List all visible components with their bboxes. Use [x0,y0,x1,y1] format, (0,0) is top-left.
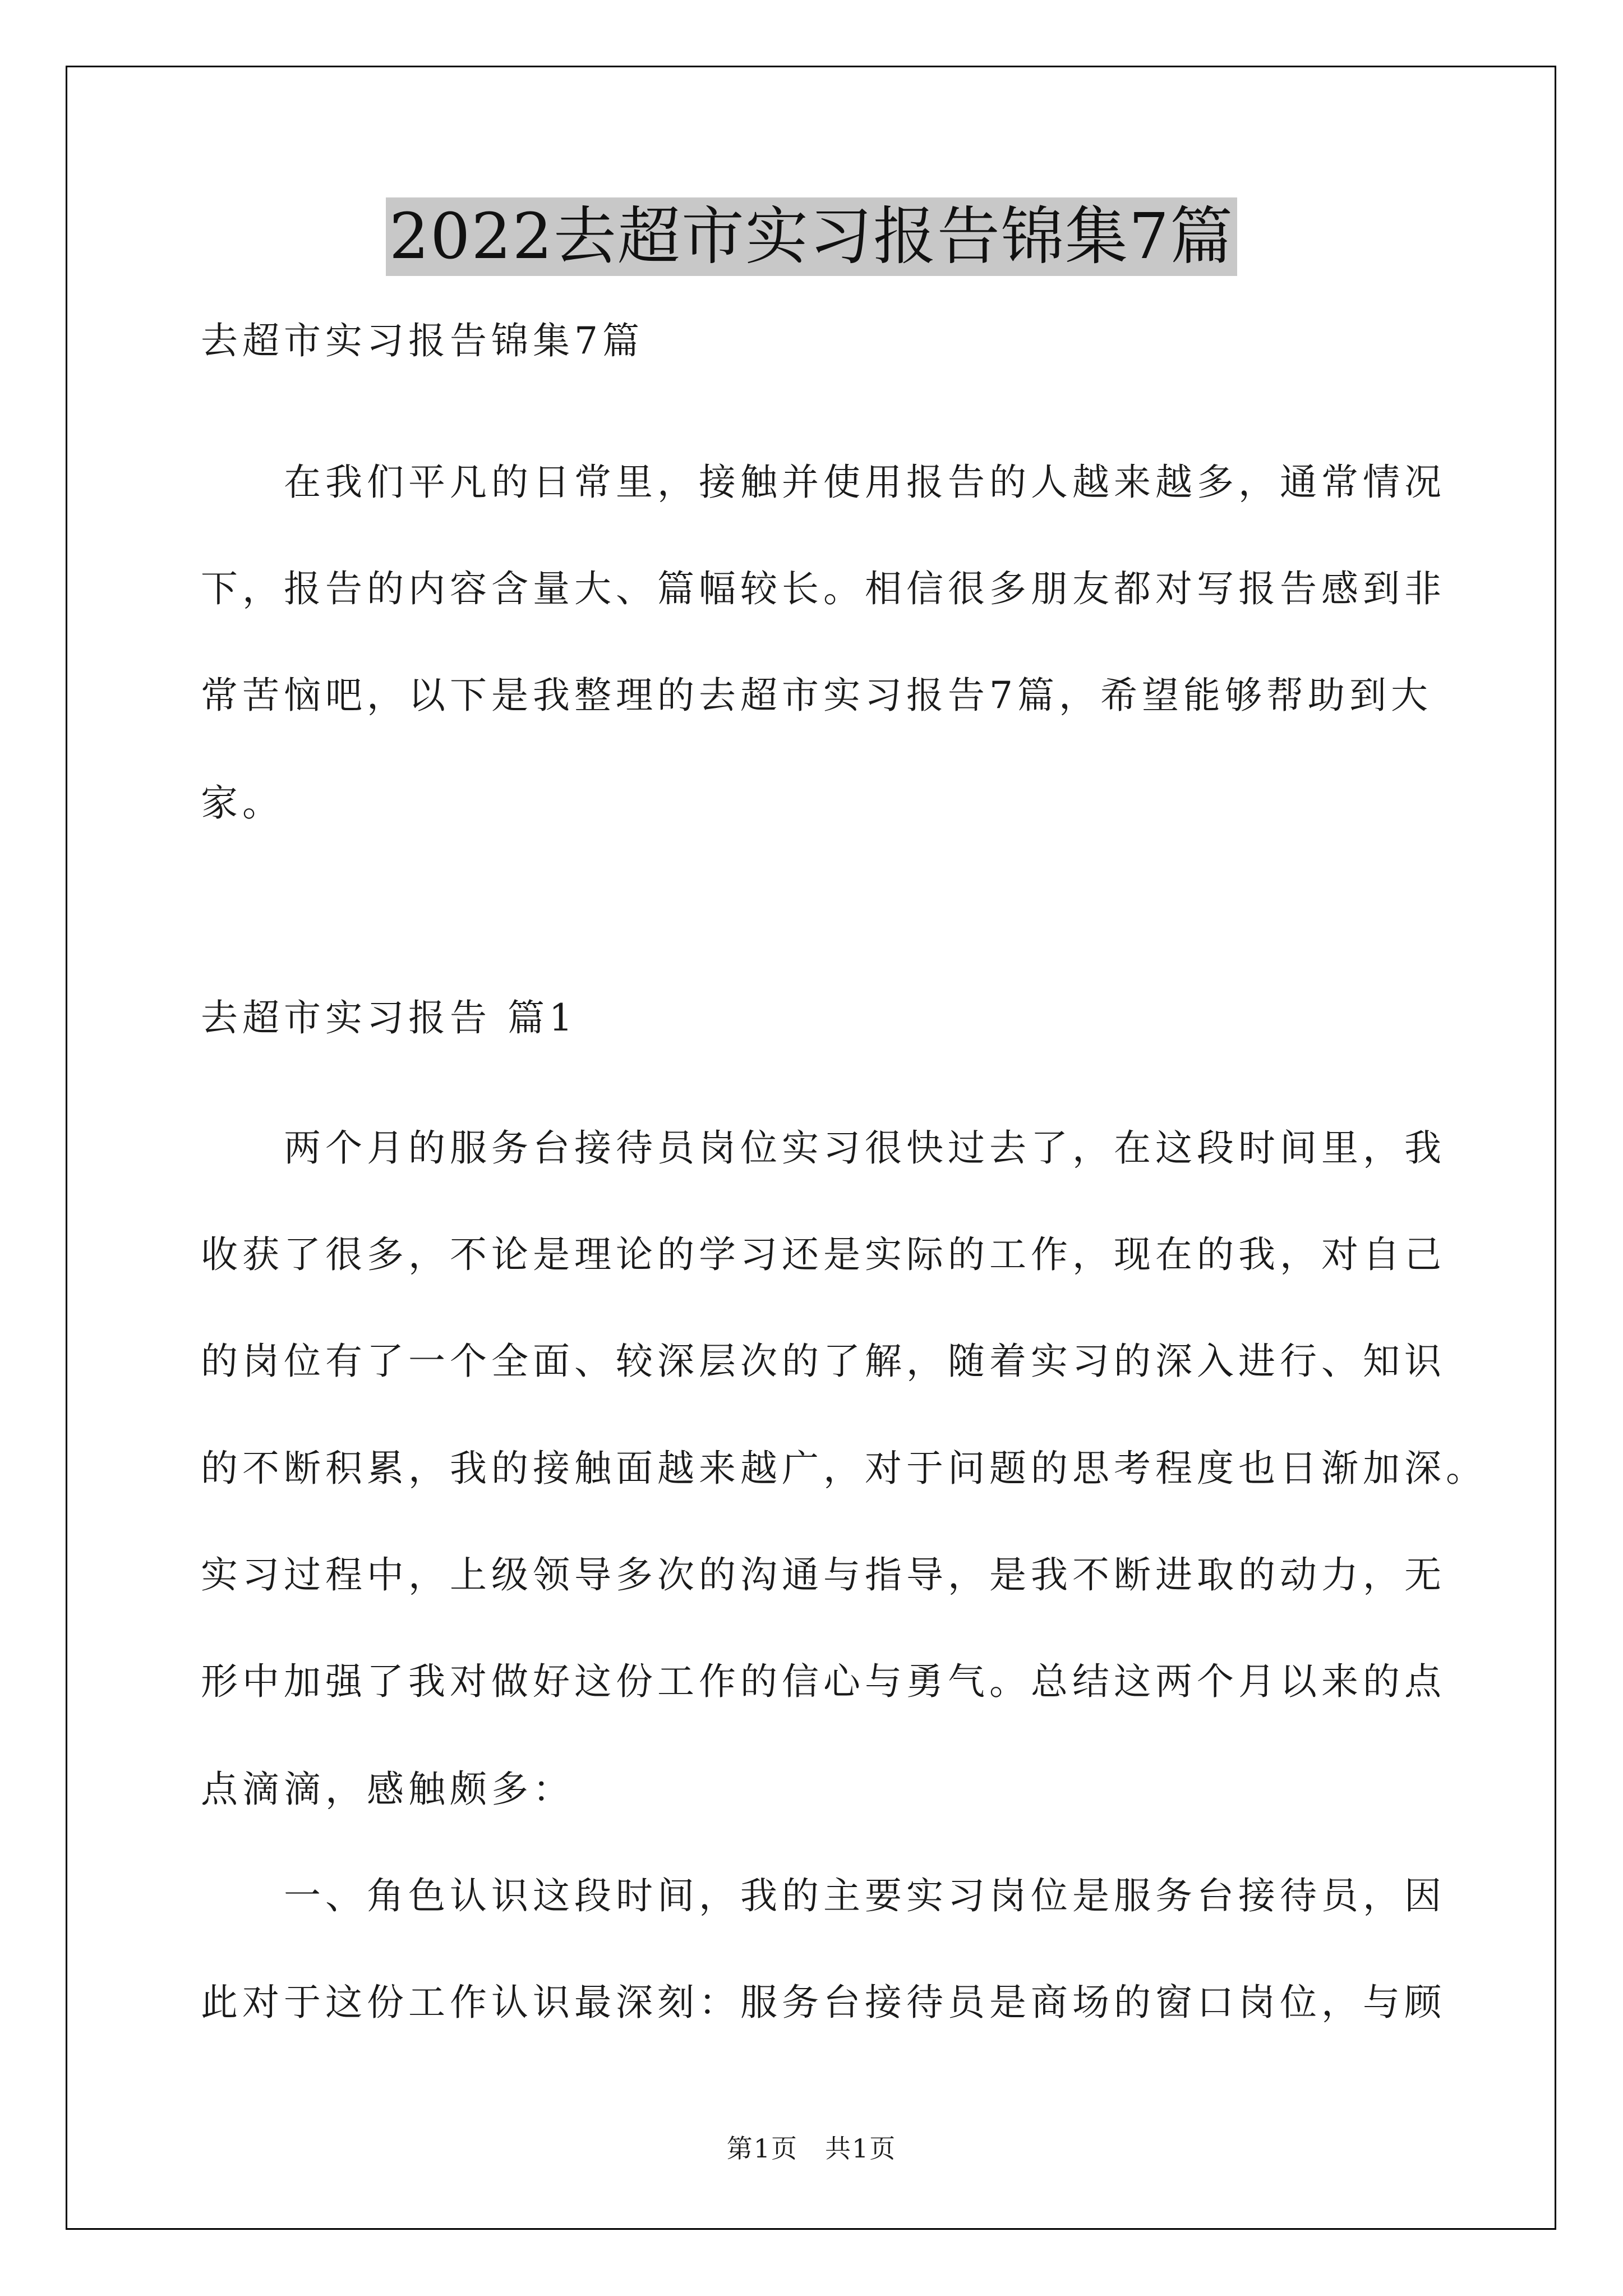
document-title: 2022去超市实习报告锦集7篇 [386,197,1237,276]
body-line: 此对于这份工作认识最深刻：服务台接待员是商场的窗口岗位，与顾 [201,1981,1446,2024]
intro-line: 家。 [201,781,284,825]
page-footer: 第1页 共1页 [726,2133,897,2164]
body-line: 的岗位有了一个全面、较深层次的了解，随着实习的深入进行、知识 [201,1340,1446,1383]
body-line: 收获了很多，不论是理论的学习还是实际的工作，现在的我，对自己 [201,1233,1446,1276]
body-line: 点滴滴，感触颇多： [201,1768,574,1811]
document-subtitle: 去超市实习报告锦集7篇 [201,319,644,362]
body-line: 实习过程中，上级领导多次的沟通与指导，是我不断进取的动力，无 [201,1553,1446,1596]
intro-line: 下，报告的内容含量大、篇幅较长。相信很多朋友都对写报告感到非 [201,567,1446,610]
intro-line: 在我们平凡的日常里，接触并使用报告的人越来越多，通常情况 [201,461,1446,504]
body-line: 的不断积累，我的接触面越来越广，对于问题的思考程度也日渐加深。 [201,1447,1487,1490]
body-line: 形中加强了我对做好这份工作的信心与勇气。总结这两个月以来的点 [201,1660,1446,1703]
body-line: 两个月的服务台接待员岗位实习很快过去了，在这段时间里，我 [201,1126,1446,1170]
section-heading: 去超市实习报告 篇1 [201,996,577,1039]
body-line: 一、角色认识这段时间，我的主要实习岗位是服务台接待员，因 [201,1874,1446,1917]
intro-line: 常苦恼吧，以下是我整理的去超市实习报告7篇，希望能够帮助到大 [201,674,1432,717]
title-container [0,197,1623,276]
